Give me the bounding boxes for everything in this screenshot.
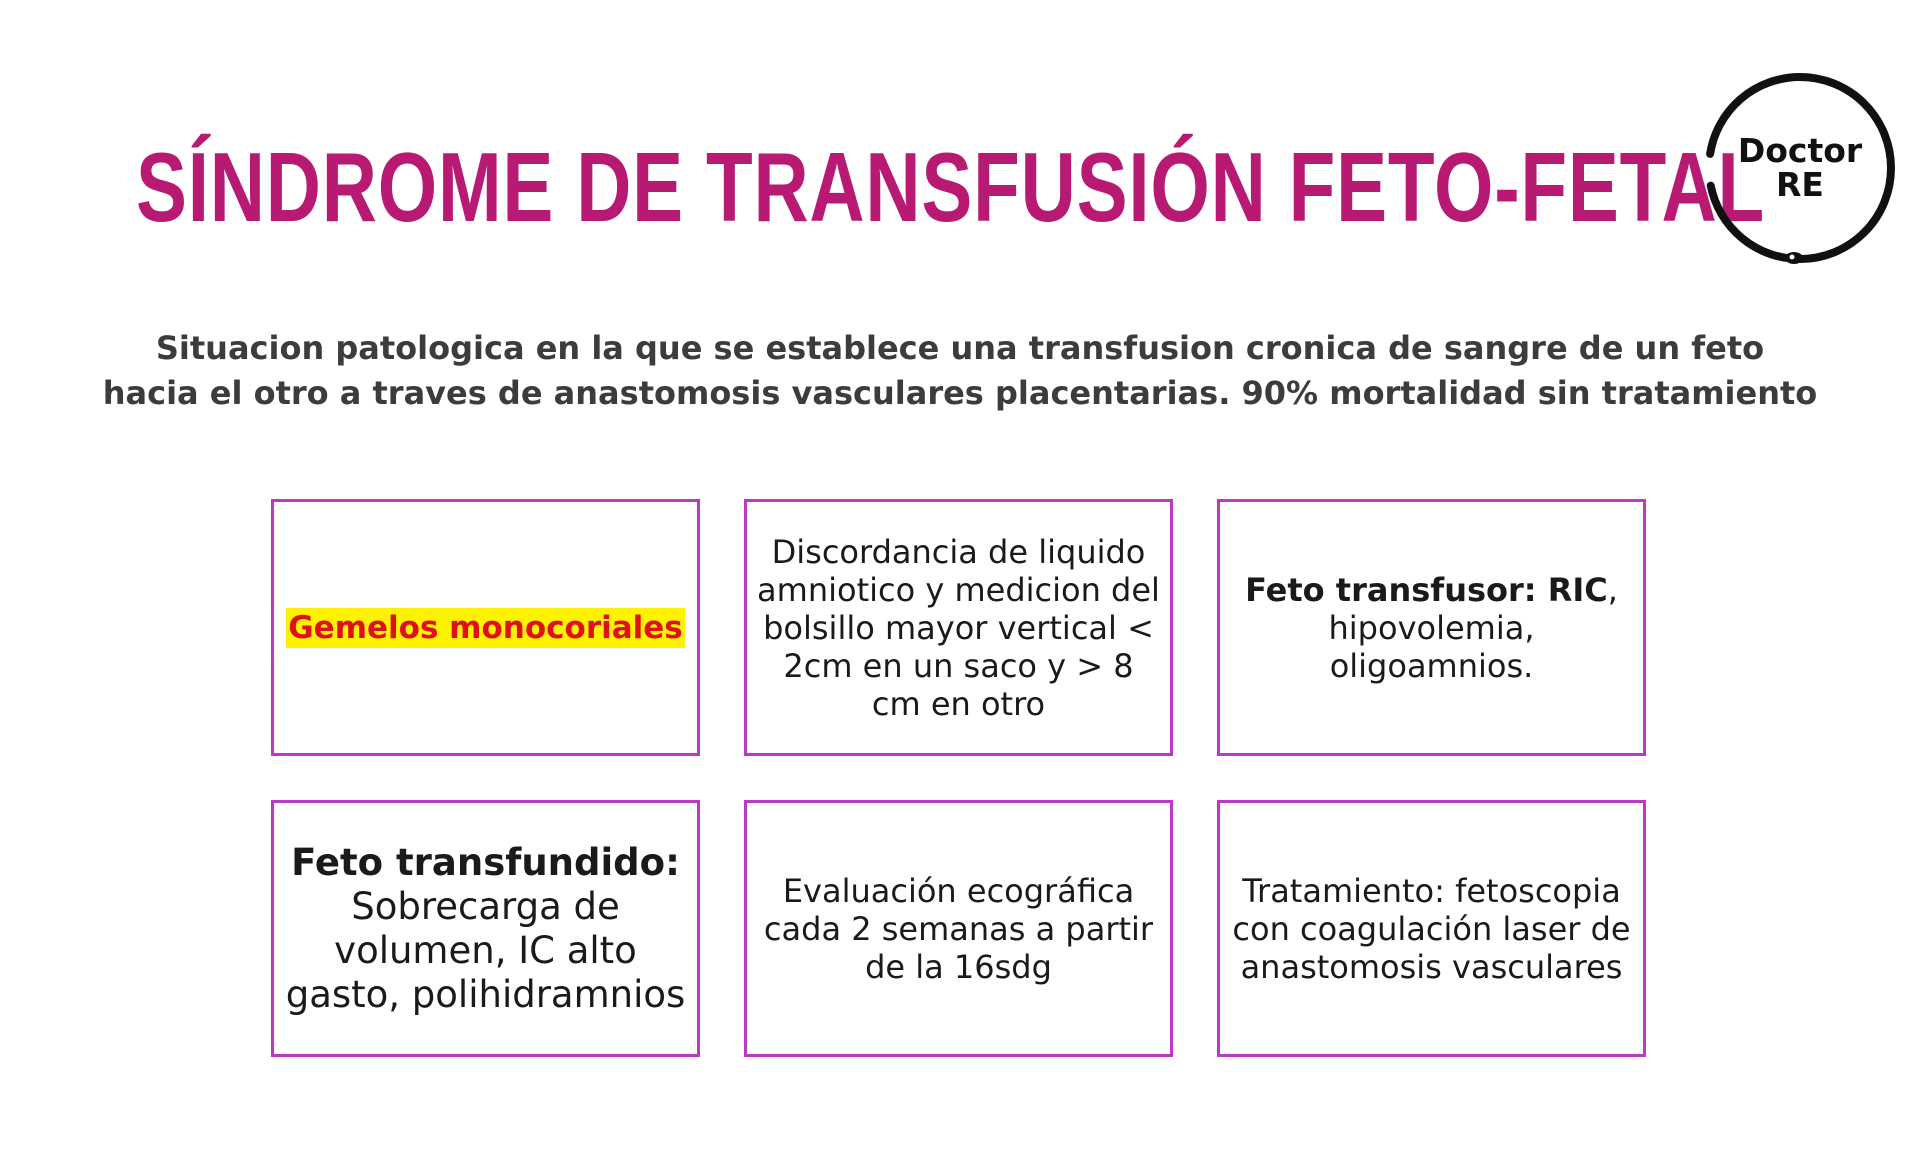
card-recipient-fetus (271, 800, 700, 1057)
doctor-re-logo (1700, 68, 1900, 272)
page-title: SÍNDROME DE TRANSFUSIÓN FETO-FETAL (136, 132, 1765, 242)
card-body: Sobrecarga de volumen, IC alto gasto, polihidramnios (285, 884, 686, 1016)
card-treatment (1217, 800, 1646, 1057)
card-bold-label: Feto transfundido: (291, 840, 680, 884)
definition-line-2: hacia el otro a traves de anastomosis vasculares placentarias. 90% mortalidad sin tratamiento (102, 374, 1818, 412)
card-diagnostic-criteria (744, 499, 1173, 756)
logo-text-line1: Doctor (1737, 131, 1863, 170)
card-text (1228, 571, 1635, 685)
card-bold-label: Feto transfusor: RIC (1245, 570, 1608, 609)
definition-text (80, 326, 1840, 416)
card-text: Evaluación ecográfica cada 2 semanas a partir de la 16sdg (763, 871, 1154, 986)
card-donor-fetus (1217, 499, 1646, 756)
card-text: Discordancia de liquido amniotico y medicion del bolsillo mayor vertical < 2cm en un saco y > 8 cm en otro (757, 532, 1160, 723)
card-text: Tratamiento: fetoscopia con coagulación laser de anastomosis vasculares (1232, 871, 1631, 986)
card-monochorionic-twins (271, 499, 700, 756)
highlighted-term: Gemelos monocoriales (288, 609, 683, 646)
logo-text-line2: RE (1776, 165, 1824, 204)
card-body: , hipovolemia, oligoamnios. (1328, 570, 1618, 685)
card-text (282, 841, 689, 1017)
definition-line-1: Situacion patologica en la que se establece una transfusion cronica de sangre de un feto (155, 329, 1765, 367)
card-ultrasound-evaluation (744, 800, 1173, 1057)
